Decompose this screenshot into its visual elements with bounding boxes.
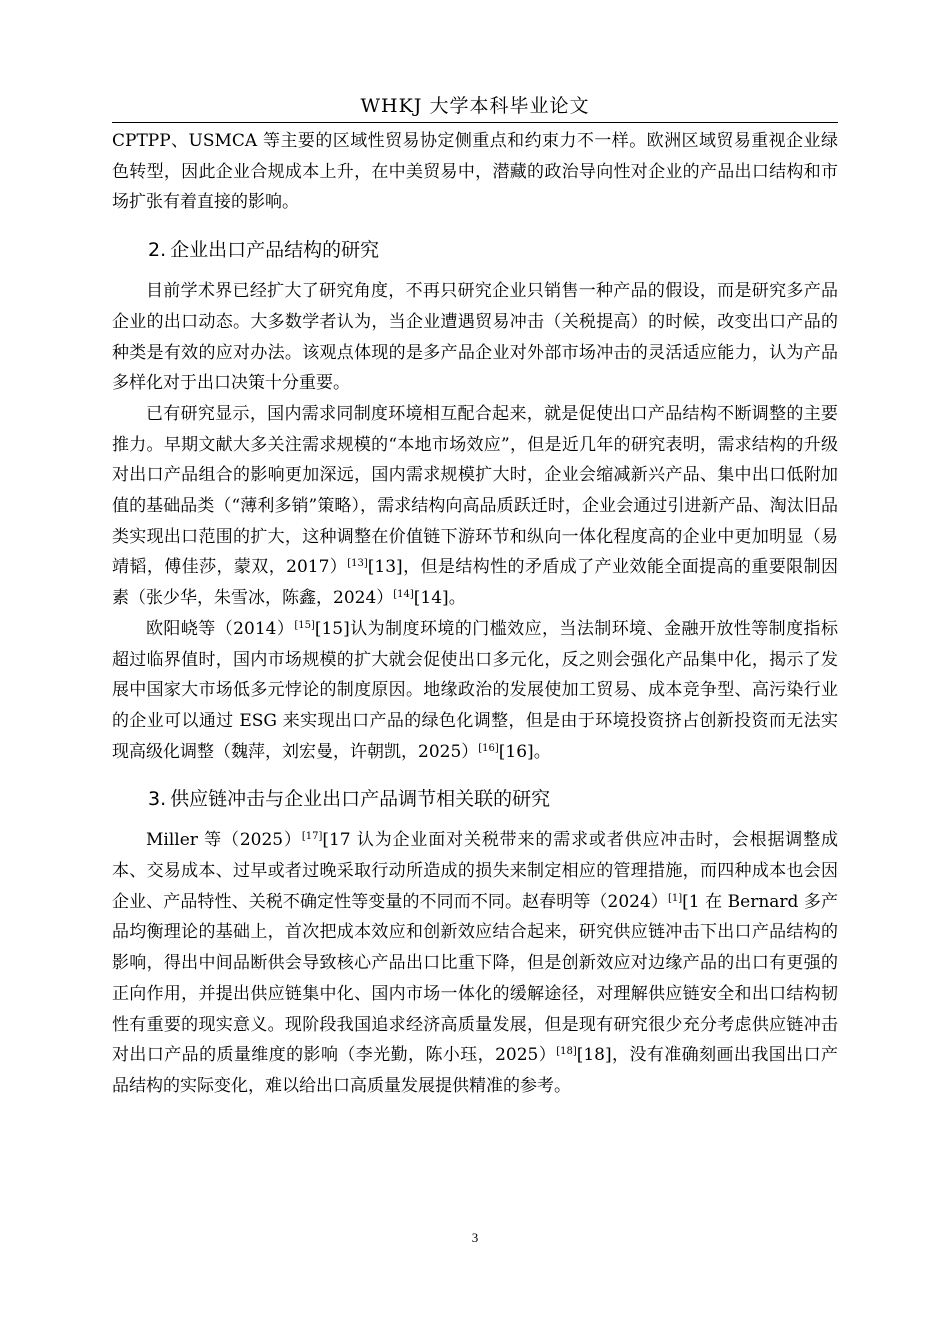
paragraph-text: [1 在 Bernard 多产品均衡理论的基础上，首次把成本效应和创新效应结合起来，研究供应链冲击下出口产品结构的影响，得出中间品断供会导致核心产品出口比重下降，但是创新效应对边缘产品的出口有更强的正向作用，并提出供应链集中化、国内市场一体化的缓解途径，对理解供应链安全和出口结构韧性有重要的现实意义。现阶段我国追求经济高质量发展，但是现有研究很少充分考虑供应链冲击对出口产品的质量维度的影响（李光勤，陈小珏，2025） xyxy=(112,891,838,1066)
citation-superscript: [1] xyxy=(667,892,683,904)
citation-superscript: [18] xyxy=(556,1046,577,1058)
intro-paragraph: CPTPP、USMCA 等主要的区域性贸易协定侧重点和约束力不一样。欧洲区域贸易重视企业绿色转型，因此企业合规成本上升，在中美贸易中，潜藏的政治导向性对企业的产品出口结构和市场扩张有着直接的影响。 xyxy=(112,131,838,213)
header-rule xyxy=(112,122,838,123)
header-title: WHKJ 大学本科毕业论文 xyxy=(360,95,590,117)
section-2-paragraph-3 xyxy=(112,614,838,768)
citation-superscript: [14] xyxy=(393,589,414,601)
paragraph-text: [15]认为制度环境的门槛效应，当法制环境、金融开放性等制度指标超过临界值时，国内市场规模的扩大就会促使出口多元化，反之则会强化产品集中化，揭示了发展中国家大市场低多元悖论的制度原因。地缘政治的发展使加工贸易、成本竞争型、高污染行业的企业可以通过 ESG 来实现出口产品的绿色化调整，但是由于环境投资挤占创新投资而无法实现高级化调整（魏萍，刘宏曼，许朝凯，2025） xyxy=(112,618,838,762)
section-2-paragraph-2 xyxy=(112,399,838,614)
section-2-title: 企业出口产品结构的研究 xyxy=(170,239,380,262)
paragraph-text: [13]，但是结构性的矛盾成了产业效能全面提高的重要限制因素（张少华，朱雪冰，陈鑫，2024） xyxy=(112,557,838,609)
section-2-heading xyxy=(112,236,838,264)
page-header xyxy=(112,92,838,120)
paragraph-text: [16]。 xyxy=(498,741,551,762)
citation-superscript: [17] xyxy=(301,831,323,843)
section-2-paragraph-1: 目前学术界已经扩大了研究角度，不再只研究企业只销售一种产品的假设，而是研究多产品企业的出口动态。大多数学者认为，当企业遭遇贸易冲击（关税提高）的时候，改变出口产品的种类是有效的应对办法。该观点体现的是多产品企业对外部市场冲击的灵活适应能力，认为产品多样化对于出口决策十分重要。 xyxy=(112,281,838,394)
section-2-number: 2. xyxy=(148,239,167,262)
paragraph-text: [17 认为企业面对关税带来的需求或者供应冲击时，会根据调整成本、交易成本、过早或者过晚采取行动所造成的损失来制定相应的管理措施，而四种成本也会因企业、产品特性、关税不确定性等变量的不同而不同。赵春明等（2024） xyxy=(112,830,838,912)
citation-superscript: [15] xyxy=(294,619,315,631)
paragraph-text: 已有研究显示，国内需求同制度环境相互配合起来，就是促使出口产品结构不断调整的主要推力。早期文献大多关注需求规模的“本地市场效应”，但是近几年的研究表明，需求结构的升级对出口产品组合的影响更加深远，国内需求规模扩大时，企业会缩减新兴产品、集中出口低附加值的基础品类（“薄利多销”策略），需求结构向高品质跃迁时，企业会通过引进新产品、淘汰旧品类实现出口范围的扩大，这种调整在价值链下游环节和纵向一体化程度高的企业中更加明显（易靖韬，傅佳莎，蒙双，2017） xyxy=(112,403,838,578)
paragraph-text: [14]。 xyxy=(413,588,466,609)
section-3-heading xyxy=(112,785,838,813)
paragraph-text: 欧阳峣等（2014） xyxy=(146,618,295,639)
citation-superscript: [13] xyxy=(347,558,368,570)
paragraph-text: [18]，没有准确刻画出我国出口产品结构的实际变化，难以给出口高质量发展提供精准的参考。 xyxy=(112,1045,838,1096)
section-3-paragraph-1 xyxy=(112,825,838,1101)
section-3-number: 3. xyxy=(148,788,167,811)
page-number: 3 xyxy=(471,1230,479,1245)
main-content xyxy=(112,126,838,1102)
paragraph-text: Miller 等（2025） xyxy=(146,830,302,851)
citation-superscript: [16] xyxy=(478,742,499,754)
section-3-title: 供应链冲击与企业出口产品调节相关联的研究 xyxy=(170,788,551,811)
